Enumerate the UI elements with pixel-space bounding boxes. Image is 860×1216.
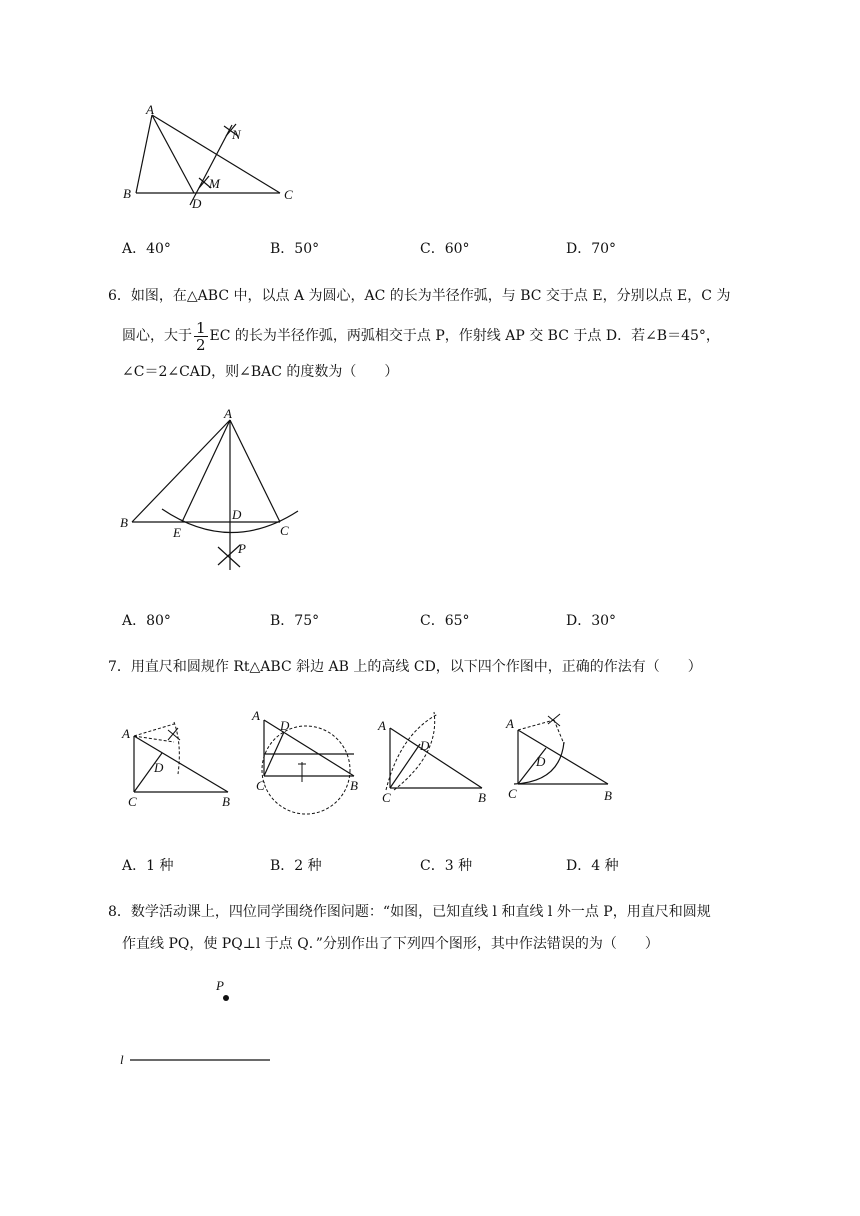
q6-line-2b: EC 的长为半径作弧，两弧相交于点 P，作射线 AP 交 BC 于点 D．若∠B＝45°，	[209, 328, 720, 344]
q6-option-c[interactable]: C．65°	[420, 613, 470, 629]
label-b: B	[120, 515, 128, 530]
q7-figure-1	[116, 712, 246, 812]
fraction-denominator: 2	[196, 335, 206, 354]
q6-figure	[110, 405, 310, 580]
q6-line-2a: 圆心，大于	[122, 328, 192, 344]
q7-option-d[interactable]: D．4 种	[566, 858, 619, 874]
label-n: N	[232, 127, 241, 142]
label-m: M	[209, 176, 220, 191]
q7-figure-4	[500, 708, 630, 808]
label-d: D	[154, 760, 164, 775]
q7-option-b[interactable]: B．2 种	[270, 858, 322, 874]
label-a: A	[252, 708, 260, 723]
q7-figure-2	[246, 702, 376, 822]
label-c: C	[284, 187, 293, 202]
label-c: C	[382, 790, 391, 805]
q5-option-d[interactable]: D．70°	[566, 241, 617, 257]
q7-option-a[interactable]: A．1 种	[122, 858, 174, 874]
label-a: A	[146, 102, 154, 117]
label-d: D	[536, 754, 546, 769]
q8-line-1: 8．数学活动课上，四位同学围绕作图问题：“如图，已知直线 l 和直线 l 外一点 P，用直尺和圆规	[108, 904, 711, 920]
fraction-half	[194, 320, 208, 353]
q5-option-b[interactable]: B．50°	[270, 241, 320, 257]
q6-line-2	[122, 318, 720, 354]
label-a: A	[506, 716, 514, 731]
label-c: C	[128, 794, 137, 809]
label-b: B	[222, 794, 230, 809]
label-d: D	[232, 507, 242, 522]
q6-line-3: ∠C＝2∠CAD，则∠BAC 的度数为（ ）	[122, 364, 399, 380]
q7-option-c[interactable]: C．3 种	[420, 858, 473, 874]
label-e: E	[173, 525, 181, 540]
label-d: D	[280, 718, 290, 733]
label-c: C	[280, 523, 289, 538]
q5-option-a[interactable]: A．40°	[122, 241, 171, 257]
q7-figure-3	[370, 704, 500, 814]
q8-line-2: 作直线 PQ，使 PQ⊥l 于点 Q．”分别作出了下列四个图形，其中作法错误的为（ ）	[122, 936, 659, 952]
label-p: P	[216, 978, 224, 993]
label-d: D	[192, 196, 202, 211]
q5-figure	[110, 100, 310, 215]
label-c: C	[508, 786, 517, 801]
q7-text: 7．用直尺和圆规作 Rt△ABC 斜边 AB 上的高线 CD，以下四个作图中，正确的作法有（ ）	[108, 659, 702, 675]
label-a: A	[224, 406, 232, 421]
label-b: B	[604, 788, 612, 803]
point-p	[223, 995, 229, 1001]
fraction-numerator: 1	[196, 318, 206, 337]
label-a: A	[378, 718, 386, 733]
label-d: D	[420, 738, 430, 753]
q6-option-b[interactable]: B．75°	[270, 613, 320, 629]
q6-line-1: 6．如图，在△ABC 中，以点 A 为圆心，AC 的长为半径作弧，与 BC 交于点 E，分别以点 E，C 为	[108, 288, 731, 304]
q8-figure	[110, 970, 290, 1070]
label-c: C	[256, 778, 265, 793]
label-p: P	[238, 541, 246, 556]
q6-option-a[interactable]: A．80°	[122, 613, 171, 629]
label-b: B	[478, 790, 486, 805]
label-b: B	[123, 186, 131, 201]
label-a: A	[122, 726, 130, 741]
q6-option-d[interactable]: D．30°	[566, 613, 617, 629]
q5-option-c[interactable]: C．60°	[420, 241, 470, 257]
label-l: l	[120, 1052, 124, 1067]
label-b: B	[350, 778, 358, 793]
